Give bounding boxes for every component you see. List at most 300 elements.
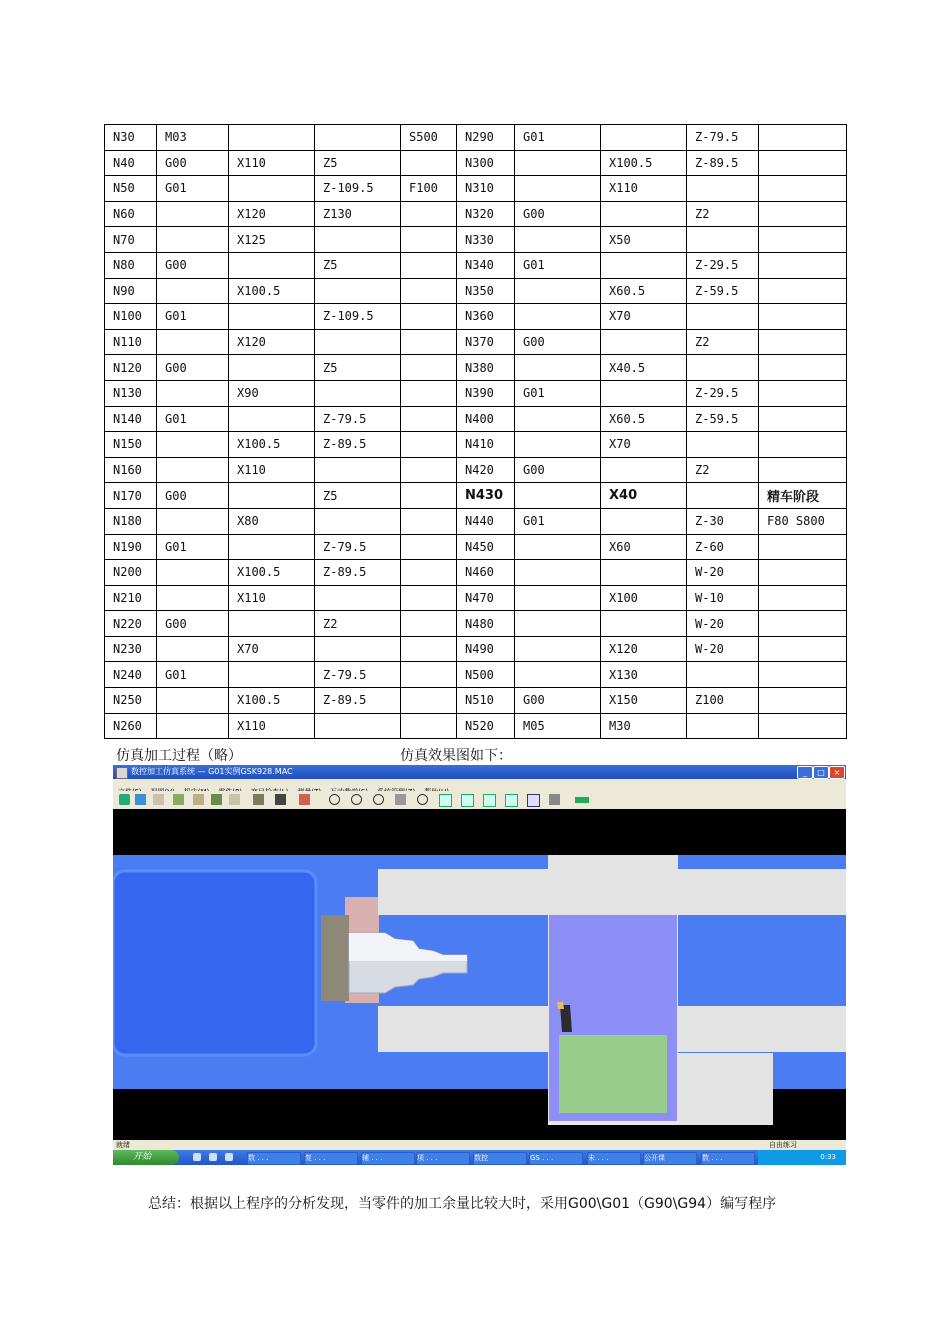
start-button[interactable]	[113, 1150, 179, 1165]
table-cell	[759, 355, 847, 381]
table-row	[105, 278, 847, 304]
table-row	[105, 713, 847, 739]
tool-holder	[559, 1035, 667, 1113]
table-cell: G00	[515, 201, 601, 227]
headstock	[113, 871, 316, 1055]
panel-icon[interactable]	[527, 794, 540, 807]
table-cell: X100.5	[229, 432, 315, 458]
table-row	[105, 150, 847, 176]
table-cell: S500	[401, 125, 457, 151]
table-cell: N430	[457, 483, 515, 509]
taskbar-button[interactable]: 公开课	[643, 1152, 697, 1165]
table-cell	[515, 585, 601, 611]
status-right: 自由练习	[769, 1141, 797, 1149]
table-cell: N290	[457, 125, 515, 151]
table-cell: Z-89.5	[315, 560, 401, 586]
minimize-icon[interactable]: _	[797, 766, 813, 779]
table-cell	[229, 406, 315, 432]
table-cell: N240	[105, 662, 157, 688]
taskbar-button[interactable]: 数控	[473, 1152, 527, 1165]
table-cell	[157, 278, 229, 304]
table-cell	[759, 406, 847, 432]
table-cell	[759, 278, 847, 304]
table-cell: Z-29.5	[687, 252, 759, 278]
system-tray	[758, 1150, 846, 1165]
view-iso-icon[interactable]	[505, 794, 518, 807]
table-cell: X50	[601, 227, 687, 253]
table-cell	[401, 355, 457, 381]
chuck	[321, 915, 349, 1001]
table-row	[105, 534, 847, 560]
table-cell	[157, 585, 229, 611]
table-cell	[401, 560, 457, 586]
table-cell	[157, 560, 229, 586]
table-cell	[157, 227, 229, 253]
table-cell: N520	[457, 713, 515, 739]
table-cell: N330	[457, 227, 515, 253]
table-cell: Z-30	[687, 508, 759, 534]
table-cell: N360	[457, 304, 515, 330]
gear-icon[interactable]	[229, 794, 240, 805]
table-cell: Z2	[687, 329, 759, 355]
table-cell: G00	[515, 329, 601, 355]
table-cell: Z5	[315, 150, 401, 176]
table-cell: Z-89.5	[315, 688, 401, 714]
measure-icon[interactable]	[275, 794, 286, 805]
table-row	[105, 304, 847, 330]
maximize-icon[interactable]: □	[813, 766, 829, 779]
table-cell	[401, 611, 457, 637]
table-cell	[229, 611, 315, 637]
table-row	[105, 560, 847, 586]
table-row	[105, 227, 847, 253]
table-cell: N470	[457, 585, 515, 611]
table-cell: N70	[105, 227, 157, 253]
part-icon[interactable]	[173, 794, 184, 805]
table-cell: G00	[157, 252, 229, 278]
clock: 0:33	[820, 1153, 836, 1161]
table-cell	[759, 201, 847, 227]
table-cell: Z-60	[687, 534, 759, 560]
table-cell: Z2	[687, 201, 759, 227]
table-cell	[315, 125, 401, 151]
table-cell: N420	[457, 457, 515, 483]
table-cell	[401, 406, 457, 432]
table-cell: Z5	[315, 355, 401, 381]
table-cell: N120	[105, 355, 157, 381]
table-row	[105, 585, 847, 611]
table-cell	[229, 534, 315, 560]
table-cell: X60	[601, 534, 687, 560]
table-cell	[601, 201, 687, 227]
table-cell	[229, 304, 315, 330]
table-cell: Z-79.5	[315, 534, 401, 560]
zoom-in-icon[interactable]	[329, 794, 340, 805]
table-cell	[687, 432, 759, 458]
table-cell: G00	[515, 688, 601, 714]
table-cell	[401, 304, 457, 330]
table-cell	[229, 355, 315, 381]
table-cell	[401, 380, 457, 406]
table-cell	[601, 252, 687, 278]
table-cell	[157, 329, 229, 355]
table-cell: Z100	[687, 688, 759, 714]
caption-result: 仿真效果图如下：	[400, 748, 512, 764]
table-cell: N320	[457, 201, 515, 227]
table-cell	[315, 585, 401, 611]
table-cell	[759, 534, 847, 560]
table-row	[105, 329, 847, 355]
taskbar-button[interactable]: 数 . . .	[247, 1152, 301, 1165]
table-cell: N400	[457, 406, 515, 432]
table-cell: N50	[105, 176, 157, 202]
table-cell	[229, 662, 315, 688]
table-cell	[687, 304, 759, 330]
table-cell	[401, 713, 457, 739]
table-cell: X110	[229, 585, 315, 611]
taskbar-button[interactable]: GS . . .	[529, 1152, 583, 1165]
table-cell	[157, 457, 229, 483]
table-cell: X100.5	[601, 150, 687, 176]
table-cell	[515, 611, 601, 637]
table-cell	[515, 662, 601, 688]
table-cell: X120	[601, 636, 687, 662]
table-cell: G01	[157, 176, 229, 202]
table-cell: N250	[105, 688, 157, 714]
table-cell	[687, 355, 759, 381]
table-cell: G01	[515, 125, 601, 151]
table-cell: X110	[229, 457, 315, 483]
table-cell: Z-29.5	[687, 380, 759, 406]
table-cell: Z-109.5	[315, 176, 401, 202]
table-cell	[157, 713, 229, 739]
table-row	[105, 611, 847, 637]
table-row	[105, 457, 847, 483]
table-cell	[515, 483, 601, 509]
table-cell: N170	[105, 483, 157, 509]
table-cell: G01	[157, 304, 229, 330]
table-cell: N380	[457, 355, 515, 381]
table-cell: G01	[157, 662, 229, 688]
table-cell: G00	[157, 150, 229, 176]
cutting-tool	[560, 1005, 572, 1032]
table-cell	[759, 252, 847, 278]
table-cell: G00	[157, 355, 229, 381]
new-icon[interactable]	[119, 794, 130, 805]
pan-icon[interactable]	[395, 794, 406, 805]
view-top-icon[interactable]	[461, 794, 474, 807]
table-cell	[759, 125, 847, 151]
table-cell: X90	[229, 380, 315, 406]
table-cell: X110	[229, 150, 315, 176]
table-cell	[401, 483, 457, 509]
table-cell	[401, 329, 457, 355]
table-cell	[759, 713, 847, 739]
zoom-window-icon[interactable]	[373, 794, 384, 805]
table-cell: X70	[601, 304, 687, 330]
status-left: 就绪	[116, 1141, 130, 1149]
table-cell: Z-89.5	[315, 432, 401, 458]
table-cell: N100	[105, 304, 157, 330]
start-label: 开始	[133, 1152, 152, 1162]
table-cell	[401, 278, 457, 304]
table-cell: N310	[457, 176, 515, 202]
quicklaunch-desktop-icon[interactable]	[193, 1153, 201, 1161]
table-cell	[759, 585, 847, 611]
table-cell	[157, 636, 229, 662]
table-cell: X100.5	[229, 560, 315, 586]
app-icon	[116, 767, 128, 779]
tool-icon[interactable]	[193, 794, 204, 805]
table-cell: W-20	[687, 560, 759, 586]
table-cell: N460	[457, 560, 515, 586]
table-cell	[315, 508, 401, 534]
carriage-cap	[548, 855, 678, 871]
menu-bar	[113, 779, 846, 791]
table-cell: Z-79.5	[315, 662, 401, 688]
table-cell	[157, 380, 229, 406]
table-cell: N410	[457, 432, 515, 458]
table-cell	[229, 252, 315, 278]
table-cell	[601, 329, 687, 355]
table-cell	[401, 252, 457, 278]
table-cell: N300	[457, 150, 515, 176]
cutter-icon[interactable]	[575, 797, 589, 803]
table-row	[105, 252, 847, 278]
table-cell: N160	[105, 457, 157, 483]
table-row	[105, 406, 847, 432]
table-cell: Z5	[315, 252, 401, 278]
table-cell	[401, 227, 457, 253]
table-cell: W-10	[687, 585, 759, 611]
table-cell: X100	[601, 585, 687, 611]
table-cell: G00	[157, 483, 229, 509]
table-cell: N340	[457, 252, 515, 278]
table-cell: G01	[515, 380, 601, 406]
table-cell: G00	[157, 611, 229, 637]
table-cell: N220	[105, 611, 157, 637]
table-cell	[315, 636, 401, 662]
table-cell: N180	[105, 508, 157, 534]
table-cell: X110	[601, 176, 687, 202]
stop-icon[interactable]	[299, 794, 310, 805]
view-front-icon[interactable]	[439, 794, 452, 807]
table-row	[105, 201, 847, 227]
table-cell: Z-89.5	[687, 150, 759, 176]
table-cell: Z5	[315, 483, 401, 509]
table-cell	[759, 662, 847, 688]
table-cell	[157, 508, 229, 534]
table-cell	[157, 688, 229, 714]
table-cell	[601, 560, 687, 586]
table-cell: Z130	[315, 201, 401, 227]
table-cell	[401, 585, 457, 611]
table-cell: X100.5	[229, 688, 315, 714]
table-cell: G01	[515, 252, 601, 278]
table-cell: N140	[105, 406, 157, 432]
table-row	[105, 125, 847, 151]
table-cell	[687, 176, 759, 202]
table-cell: Z-59.5	[687, 278, 759, 304]
table-row	[105, 432, 847, 458]
table-cell	[515, 560, 601, 586]
zoom-out-icon[interactable]	[351, 794, 362, 805]
table-cell	[157, 432, 229, 458]
table-cell	[759, 636, 847, 662]
taskbar-button[interactable]: 未 . . .	[587, 1152, 641, 1165]
table-cell	[759, 611, 847, 637]
status-bar	[113, 1140, 846, 1150]
switch-icon[interactable]	[549, 794, 560, 805]
table-cell: N350	[457, 278, 515, 304]
table-cell	[759, 176, 847, 202]
table-cell	[687, 662, 759, 688]
clamp-icon[interactable]	[211, 794, 222, 805]
table-cell: Z2	[315, 611, 401, 637]
table-cell	[315, 380, 401, 406]
quicklaunch-ie-icon[interactable]	[209, 1153, 217, 1161]
table-cell: N190	[105, 534, 157, 560]
table-cell	[759, 150, 847, 176]
simulation-viewport	[113, 809, 846, 1140]
rotate-icon[interactable]	[417, 794, 428, 805]
table-cell: N260	[105, 713, 157, 739]
window-title: 数控加工仿真系统 — G01实例GSK928.MAC	[131, 767, 293, 776]
table-cell	[515, 150, 601, 176]
table-cell: N370	[457, 329, 515, 355]
table-cell	[515, 432, 601, 458]
save-icon[interactable]	[153, 794, 164, 805]
table-row	[105, 380, 847, 406]
open-icon[interactable]	[135, 794, 146, 805]
table-cell	[515, 278, 601, 304]
table-cell: G01	[515, 508, 601, 534]
table-row	[105, 662, 847, 688]
table-cell: M05	[515, 713, 601, 739]
taskbar-button[interactable]: 辅 . . .	[361, 1152, 415, 1165]
table-cell	[315, 329, 401, 355]
table-cell	[229, 176, 315, 202]
table-cell	[229, 125, 315, 151]
table-cell	[759, 457, 847, 483]
table-cell	[315, 713, 401, 739]
table-cell	[229, 483, 315, 509]
quicklaunch-media-icon[interactable]	[225, 1153, 233, 1161]
table-cell: X130	[601, 662, 687, 688]
taskbar-button[interactable]: 复 . . .	[304, 1152, 358, 1165]
table-cell	[759, 560, 847, 586]
machine-icon[interactable]	[253, 794, 264, 805]
table-cell: N130	[105, 380, 157, 406]
table-cell: X80	[229, 508, 315, 534]
view-left-icon[interactable]	[483, 794, 496, 807]
table-cell	[515, 406, 601, 432]
table-cell: X60.5	[601, 406, 687, 432]
table-cell: N90	[105, 278, 157, 304]
toolbar	[113, 791, 846, 810]
caption-process: 仿真加工过程（略）	[116, 748, 242, 764]
table-cell	[601, 380, 687, 406]
tool-insert	[557, 1002, 564, 1009]
table-cell: N500	[457, 662, 515, 688]
table-cell: F100	[401, 176, 457, 202]
table-cell: W-20	[687, 636, 759, 662]
tailstock	[678, 1053, 773, 1125]
table-cell: X100.5	[229, 278, 315, 304]
table-cell	[515, 534, 601, 560]
window-titlebar	[113, 765, 846, 779]
table-cell: 精车阶段	[759, 483, 847, 509]
table-cell	[515, 636, 601, 662]
table-cell	[601, 508, 687, 534]
table-cell	[515, 304, 601, 330]
table-cell	[315, 278, 401, 304]
table-cell: Z-109.5	[315, 304, 401, 330]
table-cell	[601, 125, 687, 151]
table-cell	[401, 432, 457, 458]
table-cell: N440	[457, 508, 515, 534]
table-cell	[401, 662, 457, 688]
table-row	[105, 176, 847, 202]
table-cell	[759, 329, 847, 355]
table-cell: G01	[157, 406, 229, 432]
table-cell: X120	[229, 329, 315, 355]
close-icon[interactable]: ×	[829, 766, 845, 779]
table-cell: G01	[157, 534, 229, 560]
table-cell: N110	[105, 329, 157, 355]
table-row	[105, 508, 847, 534]
table-cell: N490	[457, 636, 515, 662]
table-cell: N80	[105, 252, 157, 278]
table-cell	[401, 201, 457, 227]
machining-scene	[113, 809, 846, 1140]
table-cell	[401, 150, 457, 176]
table-cell	[759, 380, 847, 406]
simulation-screenshot	[113, 765, 846, 1165]
table-cell	[759, 304, 847, 330]
table-cell: X125	[229, 227, 315, 253]
table-cell	[759, 688, 847, 714]
table-cell	[401, 457, 457, 483]
table-cell	[401, 636, 457, 662]
table-cell: X40.5	[601, 355, 687, 381]
table-cell: N210	[105, 585, 157, 611]
program-table	[104, 124, 847, 739]
table-cell	[759, 227, 847, 253]
table-cell: X120	[229, 201, 315, 227]
table-cell	[601, 611, 687, 637]
table-cell: Z-59.5	[687, 406, 759, 432]
table-cell: X70	[601, 432, 687, 458]
table-cell: M30	[601, 713, 687, 739]
table-row	[105, 355, 847, 381]
program-table-body	[105, 125, 847, 739]
table-cell	[401, 688, 457, 714]
table-cell: Z-79.5	[315, 406, 401, 432]
table-cell: N450	[457, 534, 515, 560]
table-cell: X150	[601, 688, 687, 714]
carriage-top	[378, 869, 846, 915]
table-row	[105, 636, 847, 662]
table-cell	[515, 355, 601, 381]
table-cell: N200	[105, 560, 157, 586]
taskbar-button[interactable]: 项 . . .	[416, 1152, 470, 1165]
table-cell	[401, 534, 457, 560]
table-cell: N390	[457, 380, 515, 406]
table-cell	[515, 227, 601, 253]
taskbar-button[interactable]: 数 . . .	[701, 1152, 755, 1165]
table-cell: X60.5	[601, 278, 687, 304]
